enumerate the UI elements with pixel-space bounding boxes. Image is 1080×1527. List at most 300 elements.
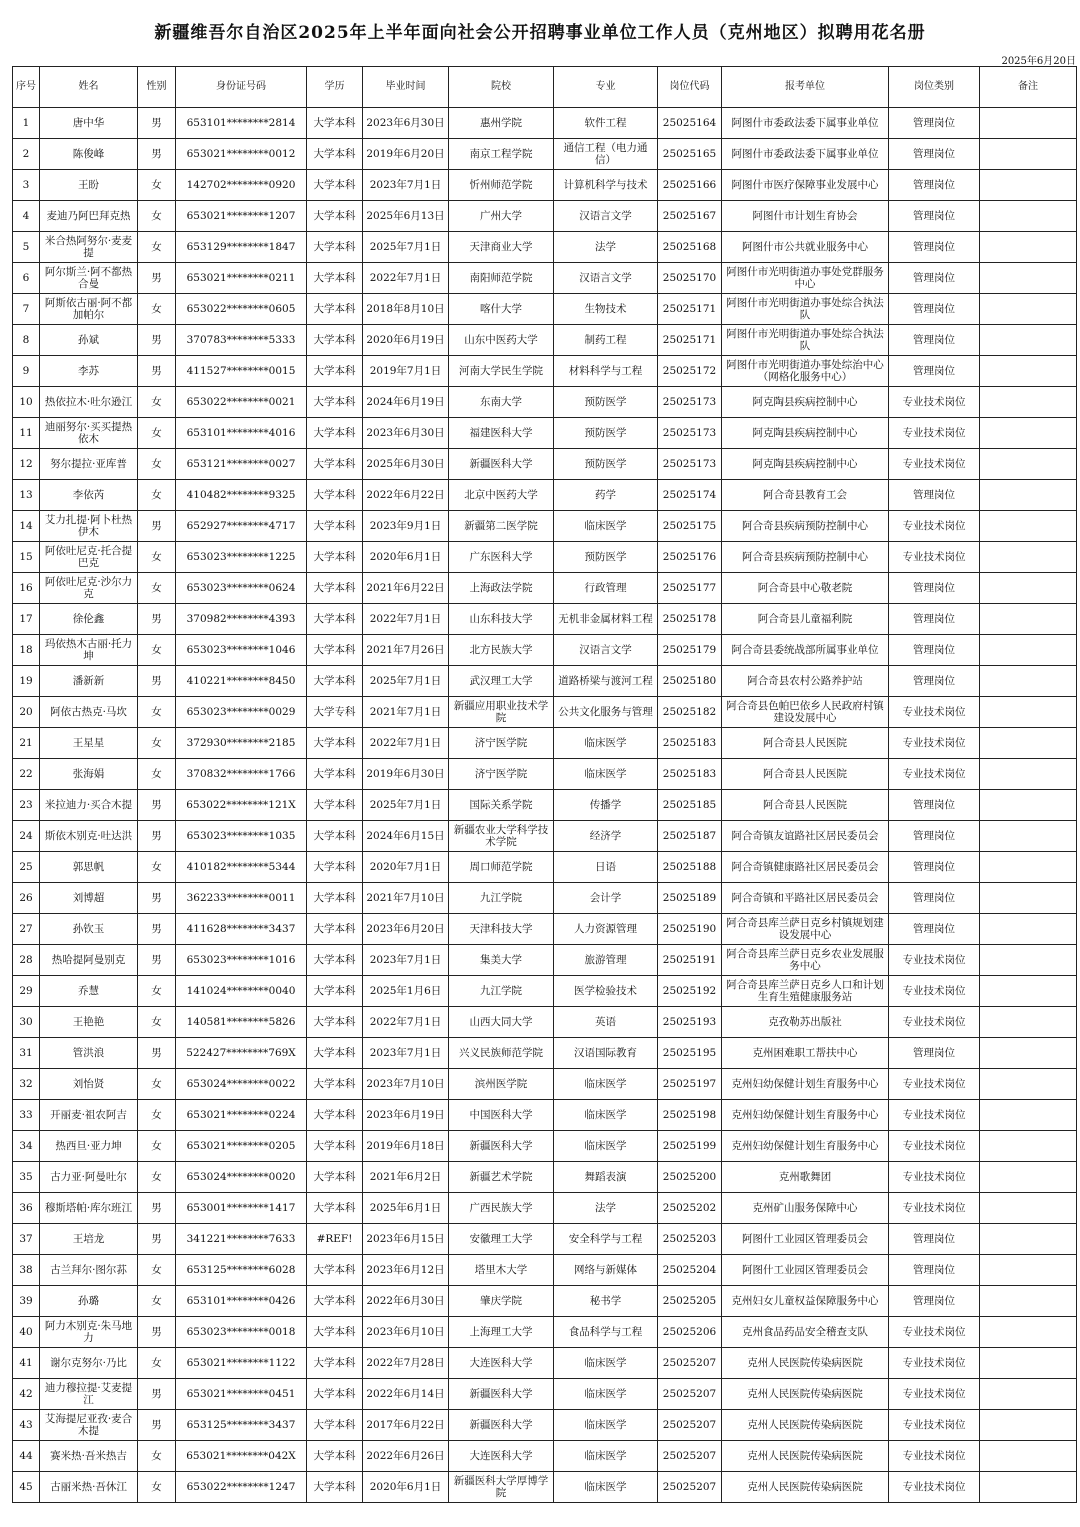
- table-row: [13, 1224, 1077, 1255]
- cell-position-code: 25025165: [658, 139, 722, 170]
- cell-graduation-date: 2023年6月30日: [363, 418, 449, 449]
- cell-position-category: 管理岗位: [889, 883, 980, 914]
- cell-name: 米拉迪力·买合木提: [40, 790, 138, 821]
- table-row: [13, 542, 1077, 573]
- cell-position-code: 25025195: [658, 1038, 722, 1069]
- cell-note: [980, 263, 1077, 294]
- cell-position-code: 25025183: [658, 759, 722, 790]
- cell-gender: 女: [138, 1348, 176, 1379]
- cell-school: 喀什大学: [449, 294, 554, 325]
- cell-note: [980, 635, 1077, 666]
- cell-gender: 女: [138, 1162, 176, 1193]
- cell-employer-unit: 克州妇幼保健计划生育服务中心: [722, 1100, 889, 1131]
- cell-major: 临床医学: [554, 1069, 658, 1100]
- cell-gender: 男: [138, 1224, 176, 1255]
- cell-graduation-date: 2024年6月15日: [363, 821, 449, 852]
- cell-position-code: 25025197: [658, 1069, 722, 1100]
- cell-employer-unit: 阿图什市计划生育协会: [722, 201, 889, 232]
- cell-number: 2: [13, 139, 40, 170]
- cell-id-number: 653022********0605: [176, 294, 307, 325]
- cell-name: 阿尔斯兰·阿不都热合曼: [40, 263, 138, 294]
- cell-position-code: 25025187: [658, 821, 722, 852]
- cell-id-number: 653023********1225: [176, 542, 307, 573]
- cell-note: [980, 790, 1077, 821]
- cell-gender: 男: [138, 945, 176, 976]
- cell-position-code: 25025173: [658, 449, 722, 480]
- cell-education: 大学本科: [307, 759, 363, 790]
- cell-major: 临床医学: [554, 1348, 658, 1379]
- cell-education: 大学本科: [307, 1193, 363, 1224]
- cell-graduation-date: 2020年7月1日: [363, 852, 449, 883]
- cell-position-category: 管理岗位: [889, 790, 980, 821]
- cell-major: 药学: [554, 480, 658, 511]
- cell-id-number: 653023********0018: [176, 1317, 307, 1348]
- cell-education: 大学本科: [307, 790, 363, 821]
- cell-major: 行政管理: [554, 573, 658, 604]
- cell-id-number: 653022********1247: [176, 1472, 307, 1503]
- cell-employer-unit: 阿图什工业园区管理委员会: [722, 1224, 889, 1255]
- column-header: 院校: [449, 67, 554, 108]
- cell-id-number: 140581********5826: [176, 1007, 307, 1038]
- cell-major: 经济学: [554, 821, 658, 852]
- cell-school: 新疆农业大学科学技术学院: [449, 821, 554, 852]
- cell-gender: 女: [138, 542, 176, 573]
- cell-number: 43: [13, 1410, 40, 1441]
- cell-gender: 男: [138, 914, 176, 945]
- cell-id-number: 142702********0920: [176, 170, 307, 201]
- cell-note: [980, 914, 1077, 945]
- cell-position-category: 专业技术岗位: [889, 511, 980, 542]
- cell-gender: 女: [138, 1069, 176, 1100]
- cell-name: 潘新新: [40, 666, 138, 697]
- cell-major: 通信工程（电力通信）: [554, 139, 658, 170]
- cell-id-number: 653021********1207: [176, 201, 307, 232]
- cell-gender: 女: [138, 294, 176, 325]
- table-row: [13, 790, 1077, 821]
- cell-major: 临床医学: [554, 1410, 658, 1441]
- cell-graduation-date: 2019年7月1日: [363, 356, 449, 387]
- cell-position-code: 25025191: [658, 945, 722, 976]
- cell-name: 古丽米热·吾休江: [40, 1472, 138, 1503]
- cell-graduation-date: 2022年7月1日: [363, 604, 449, 635]
- cell-note: [980, 1007, 1077, 1038]
- cell-note: [980, 1472, 1077, 1503]
- cell-position-code: 25025171: [658, 325, 722, 356]
- cell-graduation-date: 2022年7月1日: [363, 1007, 449, 1038]
- table-row: [13, 418, 1077, 449]
- cell-position-code: 25025200: [658, 1162, 722, 1193]
- cell-position-code: 25025167: [658, 201, 722, 232]
- cell-number: 17: [13, 604, 40, 635]
- cell-employer-unit: 克州妇幼保健计划生育服务中心: [722, 1131, 889, 1162]
- cell-school: 南阳师范学院: [449, 263, 554, 294]
- cell-graduation-date: 2021年6月22日: [363, 573, 449, 604]
- cell-school: 天津商业大学: [449, 232, 554, 263]
- cell-note: [980, 1379, 1077, 1410]
- cell-education: 大学本科: [307, 604, 363, 635]
- cell-school: 周口师范学院: [449, 852, 554, 883]
- cell-education: 大学本科: [307, 1255, 363, 1286]
- cell-major: 预防医学: [554, 542, 658, 573]
- cell-id-number: 653021********0211: [176, 263, 307, 294]
- cell-id-number: 653129********1847: [176, 232, 307, 263]
- cell-number: 21: [13, 728, 40, 759]
- table-row: [13, 1131, 1077, 1162]
- cell-number: 9: [13, 356, 40, 387]
- column-header: 备注: [980, 67, 1077, 108]
- cell-name: 徐伦鑫: [40, 604, 138, 635]
- cell-graduation-date: 2023年7月1日: [363, 945, 449, 976]
- table-row: [13, 170, 1077, 201]
- cell-number: 37: [13, 1224, 40, 1255]
- cell-education: 大学本科: [307, 1007, 363, 1038]
- cell-position-category: 专业技术岗位: [889, 1193, 980, 1224]
- cell-position-category: 专业技术岗位: [889, 542, 980, 573]
- table-row: [13, 1100, 1077, 1131]
- cell-education: 大学本科: [307, 883, 363, 914]
- cell-position-code: 25025188: [658, 852, 722, 883]
- cell-school: 忻州师范学院: [449, 170, 554, 201]
- table-row: [13, 108, 1077, 139]
- cell-education: 大学本科: [307, 170, 363, 201]
- cell-school: 广州大学: [449, 201, 554, 232]
- cell-graduation-date: 2023年7月10日: [363, 1069, 449, 1100]
- cell-number: 31: [13, 1038, 40, 1069]
- cell-gender: 女: [138, 387, 176, 418]
- cell-education: 大学本科: [307, 511, 363, 542]
- cell-graduation-date: 2023年6月20日: [363, 914, 449, 945]
- cell-employer-unit: 克州人民医院传染病医院: [722, 1379, 889, 1410]
- cell-id-number: 410221********8450: [176, 666, 307, 697]
- cell-employer-unit: 阿克陶县疾病控制中心: [722, 449, 889, 480]
- cell-school: 山东科技大学: [449, 604, 554, 635]
- cell-note: [980, 356, 1077, 387]
- cell-major: 临床医学: [554, 1472, 658, 1503]
- cell-number: 6: [13, 263, 40, 294]
- cell-position-category: 管理岗位: [889, 480, 980, 511]
- cell-major: 英语: [554, 1007, 658, 1038]
- cell-position-code: 25025207: [658, 1379, 722, 1410]
- table-row: [13, 1038, 1077, 1069]
- cell-graduation-date: 2022年7月1日: [363, 263, 449, 294]
- cell-position-code: 25025183: [658, 728, 722, 759]
- cell-school: 新疆艺术学院: [449, 1162, 554, 1193]
- cell-number: 11: [13, 418, 40, 449]
- cell-employer-unit: 阿图什市委政法委下属事业单位: [722, 108, 889, 139]
- cell-id-number: 653021********0012: [176, 139, 307, 170]
- cell-position-category: 专业技术岗位: [889, 728, 980, 759]
- cell-employer-unit: 阿合奇县儿童福利院: [722, 604, 889, 635]
- roster-table: [12, 66, 1077, 1503]
- cell-position-category: 专业技术岗位: [889, 1379, 980, 1410]
- table-row: [13, 232, 1077, 263]
- cell-employer-unit: 阿图什市光明街道办事处综治中心（网格化服务中心）: [722, 356, 889, 387]
- cell-school: 塔里木大学: [449, 1255, 554, 1286]
- cell-gender: 女: [138, 1286, 176, 1317]
- cell-position-category: 专业技术岗位: [889, 1317, 980, 1348]
- column-header: 姓名: [40, 67, 138, 108]
- cell-gender: 男: [138, 511, 176, 542]
- cell-number: 33: [13, 1100, 40, 1131]
- cell-id-number: 653021********042X: [176, 1441, 307, 1472]
- cell-employer-unit: 克州人民医院传染病医院: [722, 1348, 889, 1379]
- table-row: [13, 976, 1077, 1007]
- cell-gender: 女: [138, 976, 176, 1007]
- cell-education: 大学本科: [307, 294, 363, 325]
- cell-gender: 女: [138, 1441, 176, 1472]
- cell-employer-unit: 克州矿山服务保障中心: [722, 1193, 889, 1224]
- table-header-row: [13, 67, 1077, 108]
- cell-major: 计算机科学与技术: [554, 170, 658, 201]
- column-header: 报考单位: [722, 67, 889, 108]
- cell-gender: 女: [138, 573, 176, 604]
- cell-position-code: 25025173: [658, 387, 722, 418]
- cell-gender: 男: [138, 1379, 176, 1410]
- cell-employer-unit: 阿合奇县疾病预防控制中心: [722, 542, 889, 573]
- cell-note: [980, 852, 1077, 883]
- cell-graduation-date: 2022年6月22日: [363, 480, 449, 511]
- cell-position-category: 专业技术岗位: [889, 1441, 980, 1472]
- cell-number: 8: [13, 325, 40, 356]
- cell-graduation-date: 2019年6月30日: [363, 759, 449, 790]
- cell-major: 材料科学与工程: [554, 356, 658, 387]
- cell-name: 陈俊峰: [40, 139, 138, 170]
- cell-education: 大学本科: [307, 1069, 363, 1100]
- cell-note: [980, 697, 1077, 728]
- cell-major: 汉语言文学: [554, 635, 658, 666]
- cell-gender: 女: [138, 449, 176, 480]
- cell-number: 12: [13, 449, 40, 480]
- cell-education: 大学本科: [307, 356, 363, 387]
- cell-graduation-date: 2022年6月30日: [363, 1286, 449, 1317]
- cell-school: 大连医科大学: [449, 1441, 554, 1472]
- table-row: [13, 1193, 1077, 1224]
- cell-position-code: 25025203: [658, 1224, 722, 1255]
- cell-school: 安徽理工大学: [449, 1224, 554, 1255]
- cell-graduation-date: 2025年7月1日: [363, 232, 449, 263]
- cell-number: 7: [13, 294, 40, 325]
- cell-id-number: 653022********0021: [176, 387, 307, 418]
- cell-employer-unit: 克州食品药品安全稽查支队: [722, 1317, 889, 1348]
- cell-note: [980, 232, 1077, 263]
- table-row: [13, 1472, 1077, 1503]
- cell-graduation-date: 2021年7月1日: [363, 697, 449, 728]
- cell-note: [980, 604, 1077, 635]
- cell-name: 刘博超: [40, 883, 138, 914]
- cell-name: 管洪浪: [40, 1038, 138, 1069]
- cell-position-category: 专业技术岗位: [889, 945, 980, 976]
- cell-employer-unit: 阿图什市光明街道办事处党群服务中心: [722, 263, 889, 294]
- cell-position-code: 25025171: [658, 294, 722, 325]
- cell-id-number: 653023********1046: [176, 635, 307, 666]
- cell-gender: 男: [138, 666, 176, 697]
- cell-school: 滨州医学院: [449, 1069, 554, 1100]
- cell-number: 24: [13, 821, 40, 852]
- cell-school: 山东中医药大学: [449, 325, 554, 356]
- cell-id-number: 653022********121X: [176, 790, 307, 821]
- cell-id-number: 372930********2185: [176, 728, 307, 759]
- cell-gender: 女: [138, 1007, 176, 1038]
- cell-position-code: 25025207: [658, 1410, 722, 1441]
- cell-school: 天津科技大学: [449, 914, 554, 945]
- cell-position-code: 25025193: [658, 1007, 722, 1038]
- cell-major: 生物技术: [554, 294, 658, 325]
- cell-education: #REF!: [307, 1224, 363, 1255]
- cell-name: 努尔提拉·亚库普: [40, 449, 138, 480]
- column-header: 性别: [138, 67, 176, 108]
- cell-gender: 女: [138, 1131, 176, 1162]
- cell-id-number: 522427********769X: [176, 1038, 307, 1069]
- cell-number: 1: [13, 108, 40, 139]
- cell-major: 临床医学: [554, 1100, 658, 1131]
- cell-major: 汉语言文学: [554, 201, 658, 232]
- cell-education: 大学本科: [307, 1162, 363, 1193]
- cell-name: 孙斌: [40, 325, 138, 356]
- cell-school: 中国医科大学: [449, 1100, 554, 1131]
- cell-education: 大学本科: [307, 635, 363, 666]
- cell-id-number: 653125********3437: [176, 1410, 307, 1441]
- cell-graduation-date: 2020年6月1日: [363, 542, 449, 573]
- cell-school: 新疆医科大学厚博学院: [449, 1472, 554, 1503]
- cell-id-number: 411628********3437: [176, 914, 307, 945]
- cell-number: 13: [13, 480, 40, 511]
- cell-employer-unit: 克州妇女儿童权益保障服务中心: [722, 1286, 889, 1317]
- cell-name: 米合热阿努尔·麦麦提: [40, 232, 138, 263]
- cell-education: 大学本科: [307, 480, 363, 511]
- cell-major: 旅游管理: [554, 945, 658, 976]
- cell-graduation-date: 2020年6月1日: [363, 1472, 449, 1503]
- cell-position-code: 25025164: [658, 108, 722, 139]
- cell-position-code: 25025178: [658, 604, 722, 635]
- cell-major: 舞蹈表演: [554, 1162, 658, 1193]
- cell-major: 汉语国际教育: [554, 1038, 658, 1069]
- cell-employer-unit: 阿图什市光明街道办事处综合执法队: [722, 325, 889, 356]
- cell-graduation-date: 2019年6月20日: [363, 139, 449, 170]
- cell-gender: 男: [138, 1193, 176, 1224]
- cell-position-code: 25025206: [658, 1317, 722, 1348]
- cell-gender: 男: [138, 139, 176, 170]
- cell-employer-unit: 阿合奇县库兰萨日克乡人口和计划生育生殖健康服务站: [722, 976, 889, 1007]
- cell-graduation-date: 2025年7月1日: [363, 790, 449, 821]
- cell-gender: 女: [138, 852, 176, 883]
- table-row: [13, 1379, 1077, 1410]
- cell-employer-unit: 阿合奇县中心敬老院: [722, 573, 889, 604]
- cell-major: 秘书学: [554, 1286, 658, 1317]
- table-row: [13, 573, 1077, 604]
- cell-name: 唐中华: [40, 108, 138, 139]
- cell-education: 大学本科: [307, 728, 363, 759]
- cell-position-code: 25025170: [658, 263, 722, 294]
- cell-number: 18: [13, 635, 40, 666]
- cell-education: 大学本科: [307, 1348, 363, 1379]
- cell-number: 16: [13, 573, 40, 604]
- cell-position-category: 专业技术岗位: [889, 449, 980, 480]
- cell-employer-unit: 阿图什市委政法委下属事业单位: [722, 139, 889, 170]
- table-row: [13, 139, 1077, 170]
- cell-employer-unit: 阿合奇县教育工会: [722, 480, 889, 511]
- cell-name: 赛米热·吾米热吉: [40, 1441, 138, 1472]
- cell-position-code: 25025189: [658, 883, 722, 914]
- cell-school: 兴义民族师范学院: [449, 1038, 554, 1069]
- column-header: 毕业时间: [363, 67, 449, 108]
- cell-employer-unit: 阿合奇县农村公路养护站: [722, 666, 889, 697]
- cell-gender: 女: [138, 1472, 176, 1503]
- cell-position-code: 25025182: [658, 697, 722, 728]
- cell-graduation-date: 2021年7月10日: [363, 883, 449, 914]
- cell-school: 九江学院: [449, 976, 554, 1007]
- table-row: [13, 666, 1077, 697]
- cell-position-code: 25025198: [658, 1100, 722, 1131]
- cell-note: [980, 883, 1077, 914]
- cell-name: 阿依吐尼克·沙尔力克: [40, 573, 138, 604]
- cell-school: 北方民族大学: [449, 635, 554, 666]
- cell-employer-unit: 阿合奇县人民医院: [722, 759, 889, 790]
- table-row: [13, 263, 1077, 294]
- page-title: 新疆维吾尔自治区2025年上半年面向社会公开招聘事业单位工作人员（克州地区）拟聘用花名册: [154, 23, 926, 43]
- cell-note: [980, 480, 1077, 511]
- cell-note: [980, 1255, 1077, 1286]
- cell-employer-unit: 阿图什市医疗保障事业发展中心: [722, 170, 889, 201]
- table-row: [13, 759, 1077, 790]
- cell-note: [980, 170, 1077, 201]
- cell-graduation-date: 2025年6月1日: [363, 1193, 449, 1224]
- cell-gender: 男: [138, 263, 176, 294]
- cell-note: [980, 139, 1077, 170]
- cell-school: 大连医科大学: [449, 1348, 554, 1379]
- cell-id-number: 411527********0015: [176, 356, 307, 387]
- cell-major: 法学: [554, 1193, 658, 1224]
- cell-gender: 女: [138, 418, 176, 449]
- cell-name: 阿斯依古丽·阿不都加帕尔: [40, 294, 138, 325]
- cell-number: 19: [13, 666, 40, 697]
- cell-note: [980, 1069, 1077, 1100]
- cell-id-number: 653023********0029: [176, 697, 307, 728]
- cell-graduation-date: 2017年6月22日: [363, 1410, 449, 1441]
- cell-note: [980, 1410, 1077, 1441]
- cell-employer-unit: 阿合奇县委统战部所属事业单位: [722, 635, 889, 666]
- document-date: 2025年6月20日: [1001, 56, 1076, 67]
- cell-education: 大学本科: [307, 108, 363, 139]
- table-row: [13, 883, 1077, 914]
- cell-name: 王艳艳: [40, 1007, 138, 1038]
- cell-employer-unit: 阿合奇镇友谊路社区居民委员会: [722, 821, 889, 852]
- cell-gender: 女: [138, 201, 176, 232]
- cell-name: 艾力扎提·阿卜杜热伊木: [40, 511, 138, 542]
- cell-position-category: 管理岗位: [889, 170, 980, 201]
- cell-gender: 男: [138, 108, 176, 139]
- cell-major: 汉语言文学: [554, 263, 658, 294]
- cell-major: 预防医学: [554, 418, 658, 449]
- column-header: 序号: [13, 67, 40, 108]
- cell-education: 大学本科: [307, 139, 363, 170]
- column-header: 岗位代码: [658, 67, 722, 108]
- cell-gender: 男: [138, 821, 176, 852]
- cell-position-category: 管理岗位: [889, 852, 980, 883]
- cell-name: 玛依热木古丽·托力坤: [40, 635, 138, 666]
- cell-school: 南京工程学院: [449, 139, 554, 170]
- cell-position-code: 25025205: [658, 1286, 722, 1317]
- cell-position-code: 25025185: [658, 790, 722, 821]
- cell-position-code: 25025176: [658, 542, 722, 573]
- cell-id-number: 362233********0011: [176, 883, 307, 914]
- cell-name: 热西旦·亚力坤: [40, 1131, 138, 1162]
- cell-note: [980, 1317, 1077, 1348]
- cell-employer-unit: 阿合奇县人民医院: [722, 790, 889, 821]
- cell-employer-unit: 阿合奇镇和平路社区居民委员会: [722, 883, 889, 914]
- cell-name: 王盼: [40, 170, 138, 201]
- cell-gender: 男: [138, 1038, 176, 1069]
- cell-education: 大学本科: [307, 1441, 363, 1472]
